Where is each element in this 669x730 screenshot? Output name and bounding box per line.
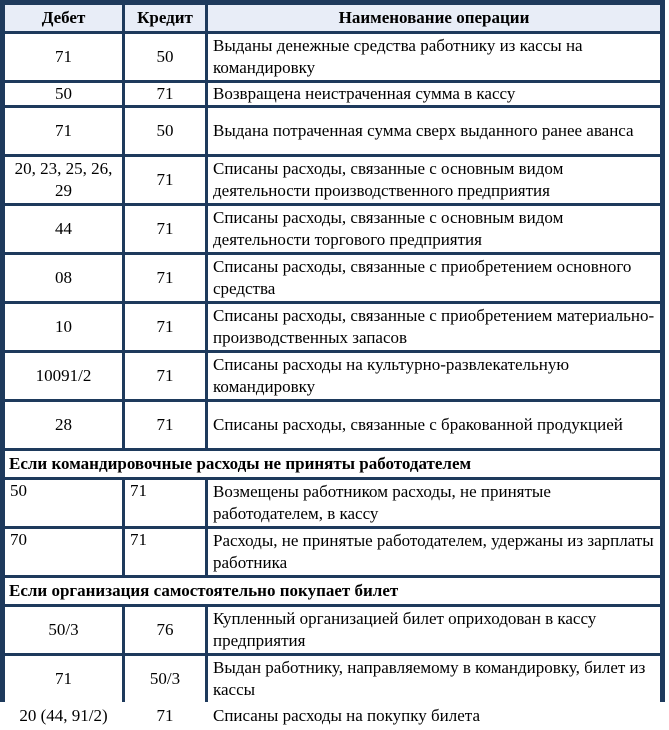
header-credit: Кредит: [125, 5, 205, 31]
operation-cell: Списаны расходы, связанные с приобретением основного средства: [208, 255, 660, 301]
operation-cell: Списаны расходы, связанные с основным видом деятельности торгового предприятия: [208, 206, 660, 252]
credit-cell: 71: [125, 705, 205, 727]
credit-cell: 50: [125, 34, 205, 80]
debit-cell: 20, 23, 25, 26, 29: [5, 157, 122, 203]
debit-cell: 10: [5, 304, 122, 350]
debit-cell: 20 (44, 91/2): [5, 705, 122, 727]
credit-cell: 71: [125, 353, 205, 399]
table-row: [5, 83, 660, 105]
debit-cell: 50: [5, 480, 122, 526]
table-row: [5, 402, 660, 448]
operation-cell: Возвращена неистраченная сумма в кассу: [208, 83, 660, 105]
operation-cell: Купленный организацией билет оприходован в кассу предприятия: [208, 607, 660, 653]
table-row: [5, 607, 660, 653]
table-header-row: [5, 5, 660, 31]
operation-cell: Выдан работнику, направляемому в командировку, билет из кассы: [208, 656, 660, 702]
table-row: [5, 480, 660, 526]
table-row: [5, 255, 660, 301]
accounting-entries-table: [2, 2, 663, 730]
operation-cell: Выданы денежные средства работнику из кассы на командировку: [208, 34, 660, 80]
credit-cell: 71: [125, 206, 205, 252]
credit-cell: 50: [125, 108, 205, 154]
credit-cell: 71: [125, 255, 205, 301]
table-row: [5, 108, 660, 154]
operation-cell: Выдана потраченная сумма сверх выданного ранее аванса: [208, 108, 660, 154]
table-row: [5, 705, 660, 727]
operation-cell: Списаны расходы на покупку билета: [208, 705, 660, 727]
table-row: [5, 34, 660, 80]
credit-cell: 50/3: [125, 656, 205, 702]
operation-cell: Расходы, не принятые работодателем, удержаны из зарплаты работника: [208, 529, 660, 575]
credit-cell: 71: [125, 304, 205, 350]
operation-cell: Списаны расходы, связанные с основным видом деятельности производственного предприятия: [208, 157, 660, 203]
section-title-ticket-purchase: Если организация самостоятельно покупает билет: [5, 578, 660, 604]
debit-cell: 10091/2: [5, 353, 122, 399]
debit-cell: 50: [5, 83, 122, 105]
debit-cell: 44: [5, 206, 122, 252]
section-title-unaccepted-expenses: Если командировочные расходы не приняты работодателем: [5, 451, 660, 477]
credit-cell: 71: [125, 480, 205, 526]
credit-cell: 76: [125, 607, 205, 653]
credit-cell: 71: [125, 402, 205, 448]
credit-cell: 71: [125, 83, 205, 105]
table-row: [5, 157, 660, 203]
table-row: [5, 353, 660, 399]
table-row: [5, 529, 660, 575]
debit-cell: 28: [5, 402, 122, 448]
section-header-row: [5, 451, 660, 477]
operation-cell: Списаны расходы на культурно-развлекательную командировку: [208, 353, 660, 399]
operation-cell: Списаны расходы, связанные с бракованной продукцией: [208, 402, 660, 448]
table-row: [5, 656, 660, 702]
credit-cell: 71: [125, 157, 205, 203]
table-row: [5, 206, 660, 252]
operation-cell: Возмещены работником расходы, не принятые работодателем, в кассу: [208, 480, 660, 526]
section-header-row: [5, 578, 660, 604]
debit-cell: 08: [5, 255, 122, 301]
credit-cell: 71: [125, 529, 205, 575]
table-row: [5, 304, 660, 350]
debit-cell: 70: [5, 529, 122, 575]
header-debit: Дебет: [5, 5, 122, 31]
header-operation-name: Наименование операции: [208, 5, 660, 31]
debit-cell: 71: [5, 656, 122, 702]
operation-cell: Списаны расходы, связанные с приобретением материально-производственных запасов: [208, 304, 660, 350]
debit-cell: 50/3: [5, 607, 122, 653]
debit-cell: 71: [5, 34, 122, 80]
debit-cell: 71: [5, 108, 122, 154]
